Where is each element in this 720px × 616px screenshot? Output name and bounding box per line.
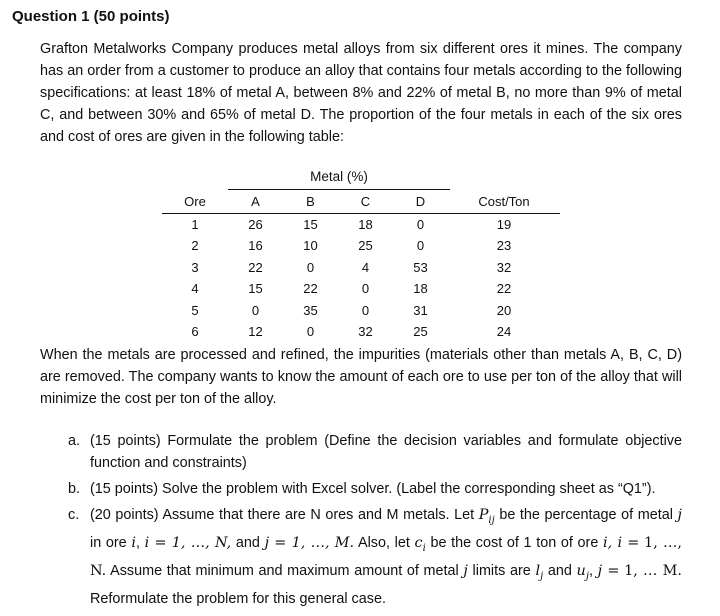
column-header-d: D [393,191,448,213]
list-item-b [68,478,682,500]
table-row [162,278,560,300]
table-cell: 0 [361,302,370,318]
table-cell: 19 [496,216,512,232]
math-u: u [576,562,586,579]
math-j2: j [463,562,468,579]
table-cell: 25 [358,238,373,254]
math-i-eq: i, i = [603,534,640,551]
text-run: in ore [90,534,132,551]
table-cell: 18 [358,216,373,232]
math-n-range: 1, …, N. [90,534,682,579]
list-item-a [68,430,682,474]
list-marker-b: b. [68,481,81,497]
table-cell: 0 [251,302,260,318]
column-header-c: C [338,191,393,213]
table-cell: 2 [191,238,199,254]
table-cell: 25 [413,324,428,340]
table-cell: 22 [248,259,263,275]
table-row [162,257,560,279]
column-header-b: B [283,191,338,213]
math-p-subscript: ij [488,514,495,526]
column-header-a: A [228,191,283,213]
table-cell: 24 [496,324,512,340]
table-cell: 35 [303,302,318,318]
table-cell: 0 [416,216,425,232]
table-cell: 26 [248,216,263,232]
text-run: , [135,534,145,551]
table-cell: 22 [496,281,512,297]
math-c-subscript: i [422,542,426,554]
table-cell: 23 [496,238,512,254]
table-cell: 16 [248,238,263,254]
table-cell: 1 [191,216,199,232]
question-c-text [90,507,682,607]
math-c: c [414,534,423,551]
table-cell: 12 [248,324,263,340]
math-l: l [535,562,541,579]
metal-group-rule [228,189,450,190]
table-cell: 0 [306,324,315,340]
column-header-ore: Ore [162,191,228,213]
text-run: and [231,534,265,551]
table-cell: 3 [191,259,199,275]
math-i-range: i = 1, …, N, [144,534,232,551]
text-run: Reformulate the problem for this general case. [90,590,386,607]
table-cell: 18 [413,281,428,297]
table-cell: 6 [191,324,199,340]
text-run: be the percentage of metal [494,507,678,523]
math-l-subscript: j [540,570,544,582]
text-run: Assume that minimum and maximum amount of metal [106,562,464,579]
after-table-paragraph: When the metals are processed and refined, the impurities (materials other than metals A, B, C, D) are removed. The company wants to know the amount of each ore to use per ton of the alloy that will minimize the cost per ton of the alloy. [40,347,682,407]
text-run: and [543,562,577,579]
math-u-subscript: j [585,570,589,582]
question-heading: Question 1 (50 points) [12,8,170,25]
table-cell: 32 [496,259,512,275]
table-header-row [162,191,560,213]
table-cell: 53 [413,259,428,275]
math-p: P [478,507,489,523]
question-a-text: (15 points) Formulate the problem (Define the decision variables and formulate objective function and constraints) [90,433,682,471]
table-row [162,321,560,343]
text-run: , [588,562,598,579]
question-list [68,430,682,614]
table-cell: 4 [361,259,370,275]
list-item-c [68,504,682,610]
list-marker-c: c. [68,507,80,523]
text-run: be the cost of 1 ton of ore [425,534,604,551]
intro-paragraph: Grafton Metalworks Company produces metal alloys from six different ores it mines. The company has an order from a customer to produce an alloy that contains four metals according to the following specifications: at least 18% of metal A, between 8% and 22% of metal B, no more than 9% of metal C, and between 30% and 65% of metal D. The proportion of the four metals in each of the six ores and cost of ores are given in the following table: [40,41,682,145]
metal-group-header: Metal (%) [310,169,368,184]
table-cell: 0 [416,238,425,254]
table-cell: 15 [248,281,263,297]
math-j-range: j = 1, …, M. [264,534,355,551]
text-run: (20 points) Assume that there are N ores and M metals. Let [90,507,479,523]
ore-table [162,191,560,343]
column-header-cost: Cost/Ton [448,191,560,213]
math-i: i [131,534,136,551]
table-cell: 0 [306,259,315,275]
table-cell: 20 [496,302,512,318]
math-j: j [677,507,682,523]
table-row [162,213,560,235]
text-run: Also, let [354,534,415,551]
table-cell: 15 [303,216,318,232]
table-cell: 0 [361,281,370,297]
list-marker-a: a. [68,433,81,449]
table-cell: 10 [303,238,318,254]
text-run: limits are [467,562,536,579]
math-m-range: 1, … M. [624,562,682,579]
table-cell: 32 [358,324,373,340]
question-b-text: (15 points) Solve the problem with Excel solver. (Label the corresponding sheet as “Q1”). [90,481,656,497]
table-cell: 31 [413,302,428,318]
math-j-eq: j = [597,562,620,579]
table-cell: 4 [191,281,199,297]
table-cell: 5 [191,302,199,318]
table-cell: 22 [303,281,318,297]
table-row [162,300,560,322]
table-row [162,235,560,257]
